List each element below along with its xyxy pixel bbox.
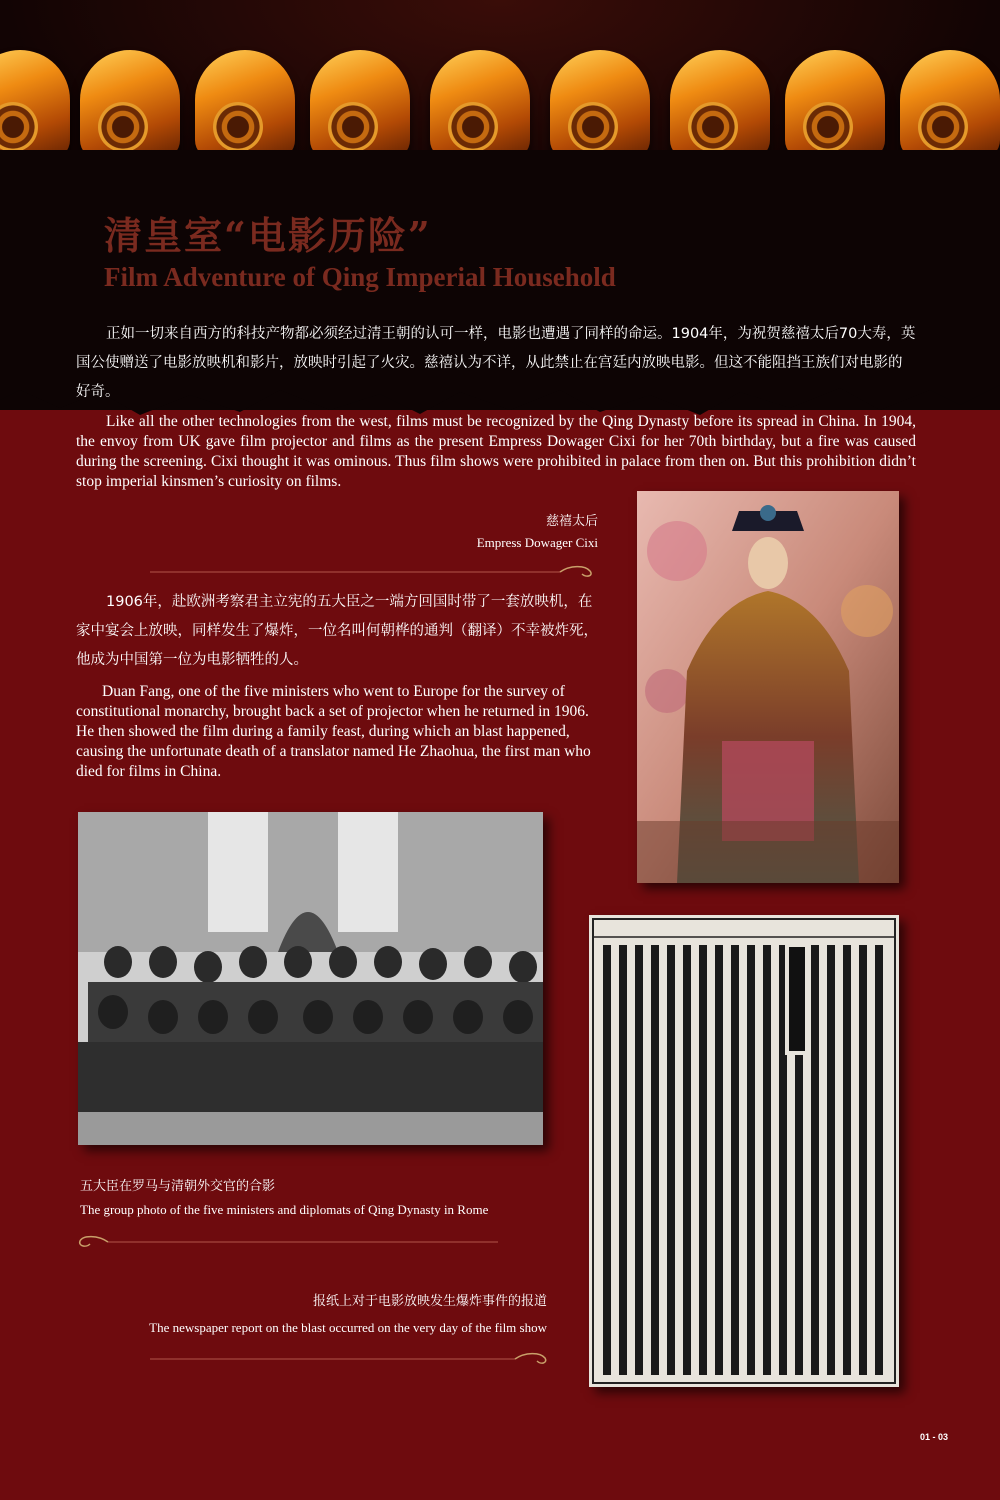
duan-fang-paragraph-english: Duan Fang, one of the five ministers who went to Europe for the survey of constitutional monarchy, brought back a set of projector when he returned in 1906. He then showed the film during a family feast, during which an blast happened, causing the unfortunate death of a translator named He Zhaohua, the first man who died for films in China. — [76, 683, 591, 780]
cixi-caption-english: Empress Dowager Cixi — [476, 535, 598, 550]
newspaper-caption-chinese: 报纸上对于电影放映发生爆炸事件的报道 — [312, 1294, 547, 1309]
roof-tile — [310, 50, 410, 160]
duan-fang-paragraph-chinese: 1906年，赴欧洲考察君主立宪的五大臣之一端方回国时带了一套放映机，在家中宴会上放映，同样发生了爆炸，一位名叫何朝桦的通判（翻译）不幸被炸死，他成为中国第一位为电影牺牲的人。 — [76, 594, 598, 668]
roof-tile — [550, 50, 650, 160]
newspaper-report-image — [589, 915, 899, 1387]
roof-tile — [80, 50, 180, 160]
ornamental-divider — [78, 1235, 498, 1249]
roof-tile — [670, 50, 770, 160]
page-number: 01 - 03 — [919, 1432, 948, 1442]
roof-tile — [0, 50, 70, 160]
group-photo-caption-english: The group photo of the five ministers and diplomats of Qing Dynasty in Rome — [80, 1202, 489, 1217]
newspaper-caption-english: The newspaper report on the blast occurred on the very day of the film show — [149, 1320, 547, 1335]
ornamental-divider — [150, 1352, 550, 1366]
intro-paragraph-chinese: 正如一切来自西方的科技产物都必须经过清王朝的认可一样，电影也遭遇了同样的命运。1904年，为祝贺慈禧太后70大寿，英国公使赠送了电影放映机和影片，放映时引起了火灾。慈禧认为不详，从此禁止在宫廷内放映电影。但这不能阻挡王族们对电影的好奇。 — [76, 326, 916, 400]
ornamental-divider — [150, 565, 600, 579]
intro-paragraph-english: Like all the other technologies from the west, films must be recognized by the Qing Dynasty before its spread in China. In 1904, the envoy from UK gave film projector and films as the present Empress Dowager Cixi for her 70th birthday, but a fire was caused during the screening. Cixi thought it was ominous. Thus film shows were prohibited in palace from then on. But this prohibition didn’t stop imperial kinsmen’s curiosity on films. — [76, 413, 916, 490]
group-photo-five-ministers — [78, 812, 543, 1145]
roof-tile — [195, 50, 295, 160]
empress-dowager-cixi-portrait — [637, 491, 899, 883]
group-photo-caption-chinese: 五大臣在罗马与清朝外交官的合影 — [80, 1179, 276, 1194]
page-title-english: Film Adventure of Qing Imperial Household — [104, 262, 616, 292]
roof-tile — [785, 50, 885, 160]
page-title-chinese: 清皇室“电影历险” — [104, 213, 432, 258]
roof-tile — [900, 50, 1000, 160]
roof-tile-row — [0, 20, 1000, 170]
roof-tile — [430, 50, 530, 160]
cixi-caption-chinese: 慈禧太后 — [545, 514, 598, 529]
